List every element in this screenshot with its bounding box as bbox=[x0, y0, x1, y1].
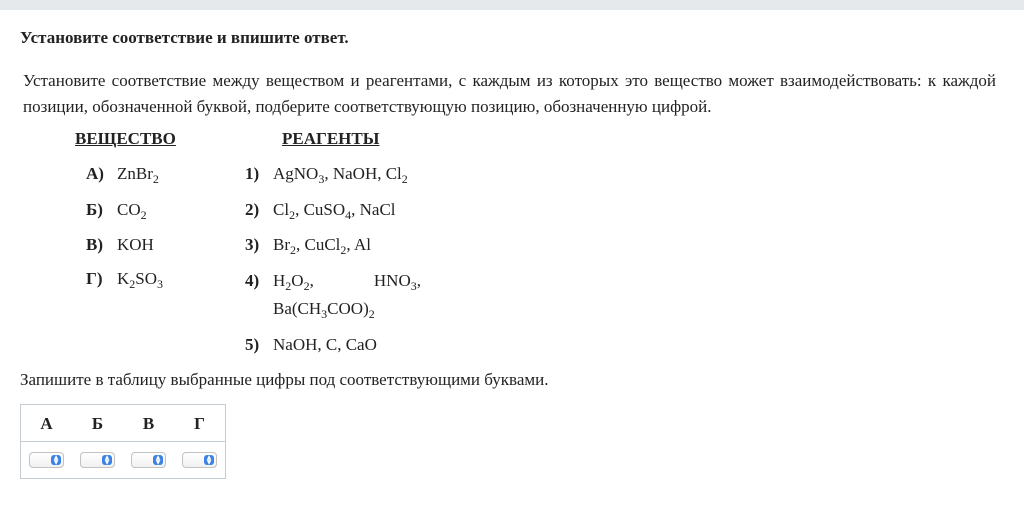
answer-select-a[interactable] bbox=[29, 452, 64, 468]
reagent-row-5 bbox=[245, 333, 377, 357]
answer-table-header bbox=[21, 405, 225, 442]
reagent-formula: $H_2O_2$, $HNO_3$, $Ba(CH_3COO)_2$ bbox=[273, 271, 421, 321]
reagent-formula: $Cl_2$, CuSO$_4$, NaCl bbox=[273, 200, 396, 222]
task-instructions: Установите соответствие между веществом и реагентами, с каждым из которых это вещество может взаимодействовать: к каждой позиции, обозначенной буквой, подберите соответствующую позицию, обозначенную цифрой. bbox=[23, 71, 996, 116]
substance-row-g bbox=[86, 267, 163, 291]
reagent-label: 3) bbox=[245, 235, 260, 254]
reagent-row-1 bbox=[245, 162, 408, 186]
reagent-formula: $Br_2$, CuCl$_2$, Al bbox=[273, 235, 371, 257]
substance-label: А) bbox=[86, 164, 104, 183]
top-bar bbox=[0, 0, 1024, 10]
task-heading: Установите соответствие и впишите ответ. bbox=[20, 28, 349, 47]
substance-label: Б) bbox=[86, 200, 103, 219]
header-v: В bbox=[142, 414, 155, 433]
substance-row-v bbox=[86, 233, 154, 257]
answer-select-g[interactable] bbox=[182, 452, 217, 468]
reagent-label: 5) bbox=[245, 335, 260, 354]
answer-select-v[interactable] bbox=[131, 452, 166, 468]
answer-table bbox=[20, 404, 226, 479]
substance-formula: KOH bbox=[117, 235, 154, 254]
reagent-row-4 bbox=[245, 269, 421, 321]
substance-formula: $CO_2$ bbox=[117, 200, 147, 222]
reagent-row-2 bbox=[245, 198, 396, 222]
substance-label: В) bbox=[86, 235, 103, 254]
select-arrows-icon: ▲ ▼ bbox=[102, 455, 112, 465]
reagent-label: 1) bbox=[245, 164, 260, 183]
substance-formula: $K_2SO_3$ bbox=[117, 269, 164, 291]
substance-row-a bbox=[86, 162, 159, 186]
header-a: А bbox=[40, 414, 53, 433]
answer-prompt: Запишите в таблицу выбранные цифры под соответствующими буквами. bbox=[20, 370, 549, 389]
column-header-reagents: РЕАГЕНТЫ bbox=[282, 129, 380, 148]
header-g: Г bbox=[194, 414, 205, 433]
substance-row-b bbox=[86, 198, 147, 222]
reagent-formula: AgNO$_3$, NaOH, $Cl_2$ bbox=[273, 164, 408, 186]
reagent-row-3 bbox=[245, 233, 371, 257]
answer-select-b[interactable] bbox=[80, 452, 115, 468]
select-arrows-icon: ▲ ▼ bbox=[153, 455, 163, 465]
substance-formula: ZnBr$_2$ bbox=[117, 164, 159, 186]
reagent-label: 4) bbox=[245, 271, 260, 290]
reagent-formula: NaOH, C, CaO bbox=[273, 335, 377, 354]
column-header-substance: ВЕЩЕСТВО bbox=[75, 129, 176, 148]
select-arrows-icon: ▲ ▼ bbox=[51, 455, 61, 465]
header-b: Б bbox=[91, 414, 104, 433]
substance-label: Г) bbox=[86, 269, 103, 288]
select-arrows-icon: ▲ ▼ bbox=[204, 455, 214, 465]
reagent-label: 2) bbox=[245, 200, 260, 219]
